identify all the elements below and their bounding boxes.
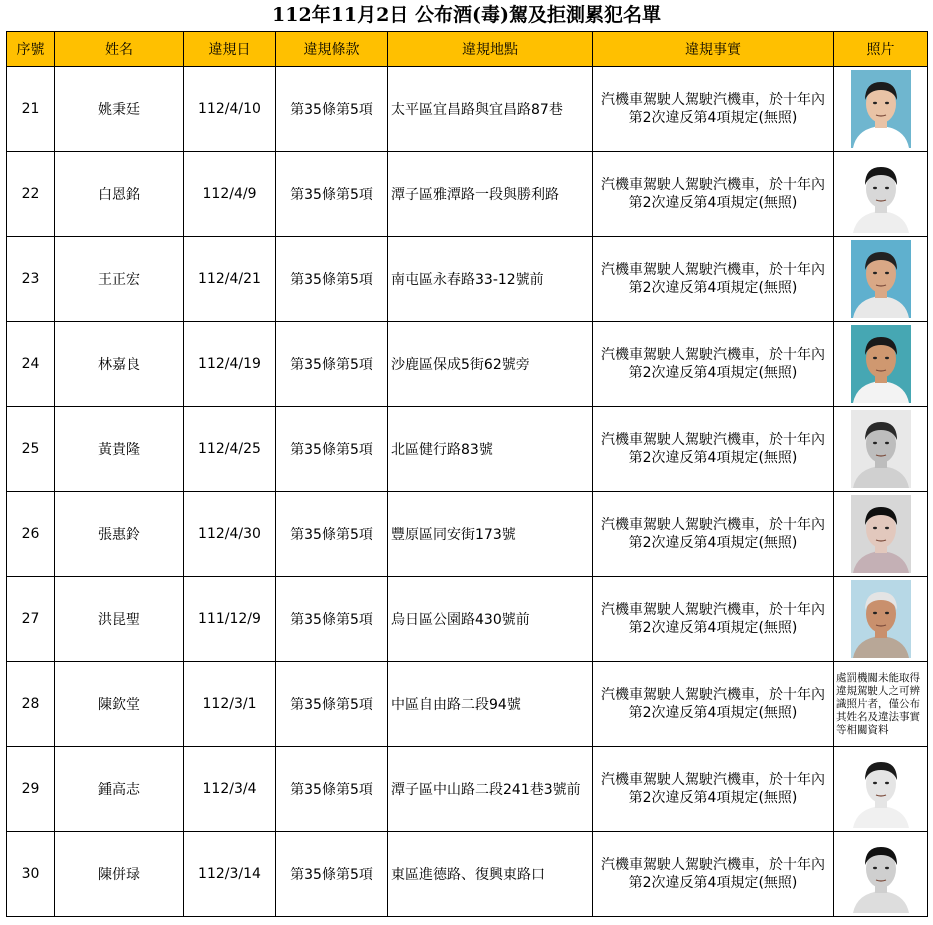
fact-line-1: 汽機車駕駛人駕駛汽機車，於十年內 <box>601 602 825 618</box>
cell-fact <box>593 662 834 747</box>
cell-name: 林嘉良 <box>55 322 184 407</box>
cell-date: 112/3/4 <box>184 747 276 832</box>
header-date: 違規日 <box>184 32 276 67</box>
cell-name: 王正宏 <box>55 237 184 322</box>
cell-no: 27 <box>7 577 55 662</box>
portrait-photo <box>851 70 911 148</box>
fact-line-2: 第2次違反第4項規定(無照) <box>628 535 798 551</box>
cell-fact <box>593 747 834 832</box>
cell-fact <box>593 237 834 322</box>
cell-photo <box>834 152 928 237</box>
fact-line-1: 汽機車駕駛人駕駛汽機車，於十年內 <box>601 262 825 278</box>
header-clause: 違規條款 <box>276 32 388 67</box>
portrait-photo <box>851 325 911 403</box>
cell-no: 23 <box>7 237 55 322</box>
cell-date: 111/12/9 <box>184 577 276 662</box>
cell-clause: 第35條第5項 <box>276 747 388 832</box>
table-row <box>7 832 928 917</box>
cell-no: 24 <box>7 322 55 407</box>
header-photo: 照片 <box>834 32 928 67</box>
cell-photo <box>834 237 928 322</box>
cell-place: 潭子區中山路二段241巷3號前 <box>388 747 593 832</box>
cell-no: 30 <box>7 832 55 917</box>
table-row <box>7 322 928 407</box>
cell-date: 112/4/10 <box>184 67 276 152</box>
cell-date: 112/4/25 <box>184 407 276 492</box>
cell-place: 潭子區雅潭路一段與勝利路 <box>388 152 593 237</box>
fact-line-1: 汽機車駕駛人駕駛汽機車，於十年內 <box>601 772 825 788</box>
cell-clause: 第35條第5項 <box>276 577 388 662</box>
cell-no: 22 <box>7 152 55 237</box>
cell-fact <box>593 407 834 492</box>
cell-fact <box>593 832 834 917</box>
cell-clause: 第35條第5項 <box>276 662 388 747</box>
cell-name: 陳併琭 <box>55 832 184 917</box>
cell-clause: 第35條第5項 <box>276 492 388 577</box>
cell-photo <box>834 407 928 492</box>
cell-no: 29 <box>7 747 55 832</box>
cell-date: 112/4/21 <box>184 237 276 322</box>
portrait-photo <box>851 495 911 573</box>
cell-clause: 第35條第5項 <box>276 832 388 917</box>
fact-line-2: 第2次違反第4項規定(無照) <box>628 875 798 891</box>
fact-line-2: 第2次違反第4項規定(無照) <box>628 195 798 211</box>
cell-photo <box>834 492 928 577</box>
portrait-photo <box>851 835 911 913</box>
cell-clause: 第35條第5項 <box>276 237 388 322</box>
cell-photo <box>834 67 928 152</box>
cell-clause: 第35條第5項 <box>276 67 388 152</box>
cell-date: 112/4/30 <box>184 492 276 577</box>
cell-clause: 第35條第5項 <box>276 152 388 237</box>
fact-line-2: 第2次違反第4項規定(無照) <box>628 450 798 466</box>
cell-place: 東區進德路、復興東路口 <box>388 832 593 917</box>
fact-line-1: 汽機車駕駛人駕駛汽機車，於十年內 <box>601 92 825 108</box>
fact-line-2: 第2次違反第4項規定(無照) <box>628 790 798 806</box>
fact-line-2: 第2次違反第4項規定(無照) <box>628 620 798 636</box>
fact-line-1: 汽機車駕駛人駕駛汽機車，於十年內 <box>601 432 825 448</box>
cell-photo <box>834 577 928 662</box>
header-name: 姓名 <box>55 32 184 67</box>
cell-place: 烏日區公園路430號前 <box>388 577 593 662</box>
cell-place: 中區自由路二段94號 <box>388 662 593 747</box>
table-row <box>7 662 928 747</box>
fact-line-2: 第2次違反第4項規定(無照) <box>628 110 798 126</box>
cell-no: 28 <box>7 662 55 747</box>
cell-clause: 第35條第5項 <box>276 407 388 492</box>
cell-name: 白恩銘 <box>55 152 184 237</box>
portrait-photo <box>851 410 911 488</box>
cell-place: 豐原區同安街173號 <box>388 492 593 577</box>
cell-fact <box>593 492 834 577</box>
portrait-photo <box>851 155 911 233</box>
cell-clause: 第35條第5項 <box>276 322 388 407</box>
fact-line-1: 汽機車駕駛人駕駛汽機車，於十年內 <box>601 517 825 533</box>
cell-name: 黃貴隆 <box>55 407 184 492</box>
cell-name: 陳欽堂 <box>55 662 184 747</box>
cell-photo <box>834 747 928 832</box>
cell-date: 112/4/9 <box>184 152 276 237</box>
cell-fact <box>593 322 834 407</box>
fact-line-1: 汽機車駕駛人駕駛汽機車，於十年內 <box>601 347 825 363</box>
cell-name: 姚秉廷 <box>55 67 184 152</box>
fact-line-1: 汽機車駕駛人駕駛汽機車，於十年內 <box>601 177 825 193</box>
cell-date: 112/4/19 <box>184 322 276 407</box>
cell-date: 112/3/14 <box>184 832 276 917</box>
cell-date: 112/3/1 <box>184 662 276 747</box>
table-row <box>7 407 928 492</box>
cell-place: 北區健行路83號 <box>388 407 593 492</box>
cell-place: 南屯區永春路33-12號前 <box>388 237 593 322</box>
cell-no: 26 <box>7 492 55 577</box>
cell-name: 張惠鈴 <box>55 492 184 577</box>
portrait-photo <box>851 580 911 658</box>
fact-line-1: 汽機車駕駛人駕駛汽機車，於十年內 <box>601 857 825 873</box>
table-row <box>7 747 928 832</box>
cell-photo <box>834 322 928 407</box>
header-no: 序號 <box>7 32 55 67</box>
header-fact: 違規事實 <box>593 32 834 67</box>
page-title: 112年11月2日 公布酒(毒)駕及拒測累犯名單 <box>272 4 661 26</box>
no-photo-note: 處罰機關未能取得違規駕駛人之可辨識照片者，僅公布 其姓名及違法事實等相關資料 <box>836 671 920 736</box>
cell-name: 鍾高志 <box>55 747 184 832</box>
offender-table <box>6 31 928 917</box>
cell-place: 沙鹿區保成5街62號旁 <box>388 322 593 407</box>
header-row <box>7 32 928 67</box>
fact-line-2: 第2次違反第4項規定(無照) <box>628 705 798 721</box>
table-row <box>7 67 928 152</box>
cell-photo <box>834 832 928 917</box>
header-place: 違規地點 <box>388 32 593 67</box>
fact-line-1: 汽機車駕駛人駕駛汽機車，於十年內 <box>601 687 825 703</box>
cell-fact <box>593 577 834 662</box>
cell-fact <box>593 67 834 152</box>
cell-name: 洪昆聖 <box>55 577 184 662</box>
table-row <box>7 577 928 662</box>
table-row <box>7 152 928 237</box>
fact-line-2: 第2次違反第4項規定(無照) <box>628 280 798 296</box>
cell-fact <box>593 152 834 237</box>
portrait-photo <box>851 240 911 318</box>
table-row <box>7 492 928 577</box>
cell-no: 25 <box>7 407 55 492</box>
cell-photo <box>834 662 928 747</box>
cell-place: 太平區宜昌路與宜昌路87巷 <box>388 67 593 152</box>
portrait-photo <box>851 750 911 828</box>
cell-no: 21 <box>7 67 55 152</box>
fact-line-2: 第2次違反第4項規定(無照) <box>628 365 798 381</box>
table-row <box>7 237 928 322</box>
